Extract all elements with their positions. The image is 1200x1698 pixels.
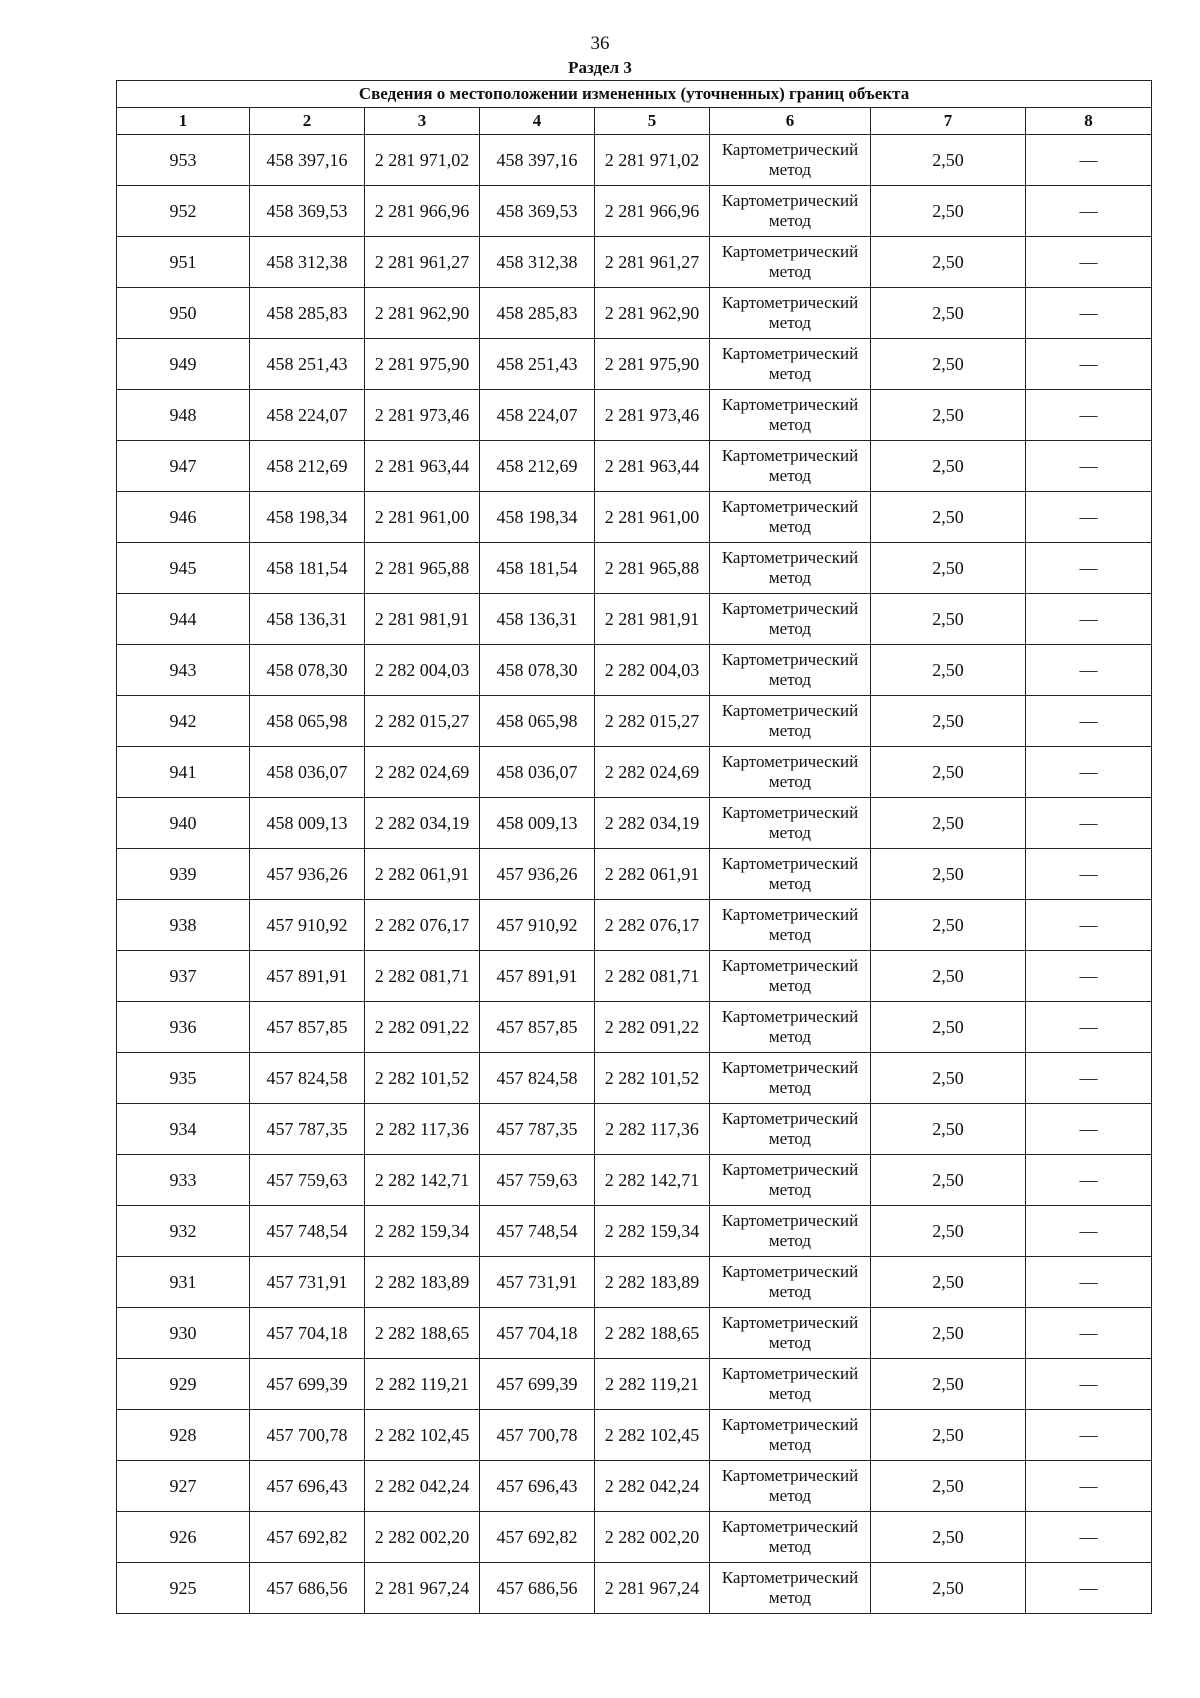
- method-cell: Картометрический метод: [710, 390, 871, 441]
- refined-x-cell: 458 369,53: [480, 186, 595, 237]
- accuracy-cell: 2,50: [871, 951, 1026, 1002]
- description-cell: —: [1026, 696, 1152, 747]
- refined-x-cell: 457 936,26: [480, 849, 595, 900]
- description-cell: —: [1026, 135, 1152, 186]
- accuracy-cell: 2,50: [871, 1410, 1026, 1461]
- description-cell: —: [1026, 441, 1152, 492]
- table-row: [117, 1002, 1152, 1053]
- method-cell: Картометрический метод: [710, 543, 871, 594]
- existing-y-cell: 2 282 081,71: [365, 951, 480, 1002]
- existing-y-cell: 2 281 965,88: [365, 543, 480, 594]
- method-cell: Картометрический метод: [710, 492, 871, 543]
- description-cell: —: [1026, 900, 1152, 951]
- table-row: [117, 1257, 1152, 1308]
- refined-x-cell: 458 136,31: [480, 594, 595, 645]
- refined-x-cell: 458 285,83: [480, 288, 595, 339]
- column-number: 6: [710, 108, 871, 135]
- refined-y-cell: 2 282 076,17: [595, 900, 710, 951]
- existing-x-cell: 457 700,78: [250, 1410, 365, 1461]
- table-body: [117, 135, 1152, 1614]
- column-number: 8: [1026, 108, 1152, 135]
- column-number: 1: [117, 108, 250, 135]
- accuracy-cell: 2,50: [871, 849, 1026, 900]
- point-number-cell: 941: [117, 747, 250, 798]
- accuracy-cell: 2,50: [871, 339, 1026, 390]
- table-row: [117, 390, 1152, 441]
- column-number: 7: [871, 108, 1026, 135]
- refined-y-cell: 2 282 101,52: [595, 1053, 710, 1104]
- existing-y-cell: 2 282 159,34: [365, 1206, 480, 1257]
- method-cell: Картометрический метод: [710, 1053, 871, 1104]
- table-row: [117, 1053, 1152, 1104]
- existing-y-cell: 2 282 061,91: [365, 849, 480, 900]
- table-row: [117, 1512, 1152, 1563]
- method-cell: Картометрический метод: [710, 1359, 871, 1410]
- refined-y-cell: 2 282 081,71: [595, 951, 710, 1002]
- existing-x-cell: 458 224,07: [250, 390, 365, 441]
- refined-y-cell: 2 282 061,91: [595, 849, 710, 900]
- existing-y-cell: 2 282 042,24: [365, 1461, 480, 1512]
- existing-y-cell: 2 281 967,24: [365, 1563, 480, 1614]
- method-cell: Картометрический метод: [710, 1104, 871, 1155]
- description-cell: —: [1026, 1359, 1152, 1410]
- refined-y-cell: 2 281 973,46: [595, 390, 710, 441]
- accuracy-cell: 2,50: [871, 1257, 1026, 1308]
- point-number-cell: 938: [117, 900, 250, 951]
- existing-y-cell: 2 281 962,90: [365, 288, 480, 339]
- refined-x-cell: 457 686,56: [480, 1563, 595, 1614]
- table-row: [117, 1410, 1152, 1461]
- table-row: [117, 1308, 1152, 1359]
- table-row: [117, 849, 1152, 900]
- existing-y-cell: 2 282 119,21: [365, 1359, 480, 1410]
- refined-x-cell: 458 009,13: [480, 798, 595, 849]
- existing-x-cell: 457 910,92: [250, 900, 365, 951]
- point-number-cell: 949: [117, 339, 250, 390]
- accuracy-cell: 2,50: [871, 594, 1026, 645]
- existing-x-cell: 457 696,43: [250, 1461, 365, 1512]
- refined-x-cell: 458 312,38: [480, 237, 595, 288]
- accuracy-cell: 2,50: [871, 288, 1026, 339]
- description-cell: —: [1026, 390, 1152, 441]
- existing-y-cell: 2 281 961,27: [365, 237, 480, 288]
- point-number-cell: 953: [117, 135, 250, 186]
- point-number-cell: 942: [117, 696, 250, 747]
- refined-y-cell: 2 281 961,00: [595, 492, 710, 543]
- refined-x-cell: 457 731,91: [480, 1257, 595, 1308]
- accuracy-cell: 2,50: [871, 441, 1026, 492]
- refined-x-cell: 457 700,78: [480, 1410, 595, 1461]
- method-cell: Картометрический метод: [710, 747, 871, 798]
- existing-x-cell: 457 731,91: [250, 1257, 365, 1308]
- table-row: [117, 543, 1152, 594]
- accuracy-cell: 2,50: [871, 645, 1026, 696]
- accuracy-cell: 2,50: [871, 1206, 1026, 1257]
- point-number-cell: 939: [117, 849, 250, 900]
- accuracy-cell: 2,50: [871, 798, 1026, 849]
- refined-y-cell: 2 281 967,24: [595, 1563, 710, 1614]
- page-number: 36: [590, 33, 610, 54]
- refined-y-cell: 2 281 961,27: [595, 237, 710, 288]
- accuracy-cell: 2,50: [871, 543, 1026, 594]
- table-row: [117, 237, 1152, 288]
- existing-x-cell: 458 397,16: [250, 135, 365, 186]
- refined-y-cell: 2 282 024,69: [595, 747, 710, 798]
- accuracy-cell: 2,50: [871, 492, 1026, 543]
- method-cell: Картометрический метод: [710, 339, 871, 390]
- description-cell: —: [1026, 237, 1152, 288]
- table-row: [117, 900, 1152, 951]
- refined-y-cell: 2 281 971,02: [595, 135, 710, 186]
- existing-y-cell: 2 282 002,20: [365, 1512, 480, 1563]
- method-cell: Картометрический метод: [710, 1308, 871, 1359]
- table-row: [117, 1563, 1152, 1614]
- refined-y-cell: 2 282 002,20: [595, 1512, 710, 1563]
- existing-y-cell: 2 281 973,46: [365, 390, 480, 441]
- method-cell: Картометрический метод: [710, 594, 871, 645]
- table-title: Сведения о местоположении измененных (уточненных) границ объекта: [117, 81, 1152, 108]
- column-number: 2: [250, 108, 365, 135]
- point-number-cell: 951: [117, 237, 250, 288]
- table-row: [117, 441, 1152, 492]
- table-row: [117, 798, 1152, 849]
- description-cell: —: [1026, 492, 1152, 543]
- description-cell: —: [1026, 849, 1152, 900]
- existing-x-cell: 458 181,54: [250, 543, 365, 594]
- existing-x-cell: 457 748,54: [250, 1206, 365, 1257]
- accuracy-cell: 2,50: [871, 747, 1026, 798]
- existing-y-cell: 2 282 076,17: [365, 900, 480, 951]
- refined-y-cell: 2 281 963,44: [595, 441, 710, 492]
- existing-y-cell: 2 282 101,52: [365, 1053, 480, 1104]
- refined-y-cell: 2 282 183,89: [595, 1257, 710, 1308]
- description-cell: —: [1026, 1053, 1152, 1104]
- refined-y-cell: 2 282 119,21: [595, 1359, 710, 1410]
- accuracy-cell: 2,50: [871, 237, 1026, 288]
- description-cell: —: [1026, 1563, 1152, 1614]
- point-number-cell: 933: [117, 1155, 250, 1206]
- existing-x-cell: 457 699,39: [250, 1359, 365, 1410]
- accuracy-cell: 2,50: [871, 1359, 1026, 1410]
- accuracy-cell: 2,50: [871, 1155, 1026, 1206]
- description-cell: —: [1026, 798, 1152, 849]
- refined-x-cell: 457 759,63: [480, 1155, 595, 1206]
- point-number-cell: 932: [117, 1206, 250, 1257]
- point-number-cell: 926: [117, 1512, 250, 1563]
- description-cell: —: [1026, 1002, 1152, 1053]
- refined-x-cell: 457 699,39: [480, 1359, 595, 1410]
- existing-y-cell: 2 281 963,44: [365, 441, 480, 492]
- point-number-cell: 934: [117, 1104, 250, 1155]
- point-number-cell: 929: [117, 1359, 250, 1410]
- existing-x-cell: 457 692,82: [250, 1512, 365, 1563]
- refined-y-cell: 2 282 117,36: [595, 1104, 710, 1155]
- description-cell: —: [1026, 1104, 1152, 1155]
- point-number-cell: 925: [117, 1563, 250, 1614]
- existing-x-cell: 458 198,34: [250, 492, 365, 543]
- existing-x-cell: 457 686,56: [250, 1563, 365, 1614]
- refined-y-cell: 2 282 188,65: [595, 1308, 710, 1359]
- table-row: [117, 339, 1152, 390]
- method-cell: Картометрический метод: [710, 237, 871, 288]
- refined-y-cell: 2 282 091,22: [595, 1002, 710, 1053]
- refined-x-cell: 457 704,18: [480, 1308, 595, 1359]
- point-number-cell: 944: [117, 594, 250, 645]
- point-number-cell: 943: [117, 645, 250, 696]
- refined-x-cell: 458 397,16: [480, 135, 595, 186]
- method-cell: Картометрический метод: [710, 135, 871, 186]
- method-cell: Картометрический метод: [710, 186, 871, 237]
- existing-y-cell: 2 282 142,71: [365, 1155, 480, 1206]
- existing-x-cell: 457 936,26: [250, 849, 365, 900]
- table-row: [117, 951, 1152, 1002]
- table-row: [117, 288, 1152, 339]
- column-number-row: [117, 108, 1152, 135]
- point-number-cell: 928: [117, 1410, 250, 1461]
- existing-y-cell: 2 282 183,89: [365, 1257, 480, 1308]
- existing-y-cell: 2 282 102,45: [365, 1410, 480, 1461]
- existing-y-cell: 2 282 024,69: [365, 747, 480, 798]
- method-cell: Картометрический метод: [710, 1155, 871, 1206]
- accuracy-cell: 2,50: [871, 135, 1026, 186]
- accuracy-cell: 2,50: [871, 1053, 1026, 1104]
- existing-x-cell: 458 212,69: [250, 441, 365, 492]
- existing-x-cell: 457 891,91: [250, 951, 365, 1002]
- refined-y-cell: 2 281 981,91: [595, 594, 710, 645]
- refined-y-cell: 2 281 965,88: [595, 543, 710, 594]
- description-cell: —: [1026, 543, 1152, 594]
- point-number-cell: 947: [117, 441, 250, 492]
- existing-y-cell: 2 281 961,00: [365, 492, 480, 543]
- table-row: [117, 1104, 1152, 1155]
- description-cell: —: [1026, 1155, 1152, 1206]
- method-cell: Картометрический метод: [710, 645, 871, 696]
- accuracy-cell: 2,50: [871, 1461, 1026, 1512]
- refined-x-cell: 458 224,07: [480, 390, 595, 441]
- existing-y-cell: 2 282 188,65: [365, 1308, 480, 1359]
- table-row: [117, 135, 1152, 186]
- description-cell: —: [1026, 1410, 1152, 1461]
- accuracy-cell: 2,50: [871, 1104, 1026, 1155]
- refined-x-cell: 458 198,34: [480, 492, 595, 543]
- refined-y-cell: 2 282 102,45: [595, 1410, 710, 1461]
- table-row: [117, 1206, 1152, 1257]
- existing-x-cell: 458 036,07: [250, 747, 365, 798]
- existing-x-cell: 458 065,98: [250, 696, 365, 747]
- description-cell: —: [1026, 186, 1152, 237]
- refined-x-cell: 457 824,58: [480, 1053, 595, 1104]
- table-row: [117, 645, 1152, 696]
- existing-x-cell: 457 824,58: [250, 1053, 365, 1104]
- accuracy-cell: 2,50: [871, 1512, 1026, 1563]
- refined-x-cell: 457 748,54: [480, 1206, 595, 1257]
- point-number-cell: 948: [117, 390, 250, 441]
- section-title: Раздел 3: [568, 58, 632, 77]
- refined-x-cell: 458 036,07: [480, 747, 595, 798]
- existing-y-cell: 2 282 091,22: [365, 1002, 480, 1053]
- table-row: [117, 696, 1152, 747]
- refined-y-cell: 2 282 034,19: [595, 798, 710, 849]
- method-cell: Картометрический метод: [710, 1563, 871, 1614]
- existing-x-cell: 458 312,38: [250, 237, 365, 288]
- accuracy-cell: 2,50: [871, 390, 1026, 441]
- existing-x-cell: 457 704,18: [250, 1308, 365, 1359]
- description-cell: —: [1026, 951, 1152, 1002]
- refined-y-cell: 2 282 042,24: [595, 1461, 710, 1512]
- description-cell: —: [1026, 594, 1152, 645]
- refined-x-cell: 457 787,35: [480, 1104, 595, 1155]
- table-row: [117, 186, 1152, 237]
- accuracy-cell: 2,50: [871, 1002, 1026, 1053]
- point-number-cell: 927: [117, 1461, 250, 1512]
- existing-y-cell: 2 282 004,03: [365, 645, 480, 696]
- table-row: [117, 492, 1152, 543]
- accuracy-cell: 2,50: [871, 1563, 1026, 1614]
- refined-x-cell: 457 857,85: [480, 1002, 595, 1053]
- existing-x-cell: 458 251,43: [250, 339, 365, 390]
- table-row: [117, 1359, 1152, 1410]
- method-cell: Картометрический метод: [710, 1461, 871, 1512]
- method-cell: Картометрический метод: [710, 798, 871, 849]
- method-cell: Картометрический метод: [710, 951, 871, 1002]
- refined-y-cell: 2 281 975,90: [595, 339, 710, 390]
- existing-y-cell: 2 281 975,90: [365, 339, 480, 390]
- accuracy-cell: 2,50: [871, 186, 1026, 237]
- refined-y-cell: 2 281 962,90: [595, 288, 710, 339]
- table-row: [117, 747, 1152, 798]
- method-cell: Картометрический метод: [710, 1257, 871, 1308]
- refined-y-cell: 2 281 966,96: [595, 186, 710, 237]
- existing-y-cell: 2 281 981,91: [365, 594, 480, 645]
- existing-y-cell: 2 281 971,02: [365, 135, 480, 186]
- existing-x-cell: 458 136,31: [250, 594, 365, 645]
- method-cell: Картометрический метод: [710, 1410, 871, 1461]
- point-number-cell: 950: [117, 288, 250, 339]
- existing-y-cell: 2 282 015,27: [365, 696, 480, 747]
- table-row: [117, 594, 1152, 645]
- point-number-cell: 940: [117, 798, 250, 849]
- accuracy-cell: 2,50: [871, 900, 1026, 951]
- column-number: 4: [480, 108, 595, 135]
- point-number-cell: 936: [117, 1002, 250, 1053]
- description-cell: —: [1026, 747, 1152, 798]
- refined-x-cell: 457 891,91: [480, 951, 595, 1002]
- description-cell: —: [1026, 1308, 1152, 1359]
- accuracy-cell: 2,50: [871, 1308, 1026, 1359]
- accuracy-cell: 2,50: [871, 696, 1026, 747]
- refined-y-cell: 2 282 142,71: [595, 1155, 710, 1206]
- description-cell: —: [1026, 1461, 1152, 1512]
- existing-y-cell: 2 282 034,19: [365, 798, 480, 849]
- existing-x-cell: 457 759,63: [250, 1155, 365, 1206]
- refined-x-cell: 458 251,43: [480, 339, 595, 390]
- refined-x-cell: 457 692,82: [480, 1512, 595, 1563]
- point-number-cell: 952: [117, 186, 250, 237]
- description-cell: —: [1026, 288, 1152, 339]
- column-number: 5: [595, 108, 710, 135]
- point-number-cell: 946: [117, 492, 250, 543]
- refined-y-cell: 2 282 159,34: [595, 1206, 710, 1257]
- method-cell: Картометрический метод: [710, 288, 871, 339]
- refined-y-cell: 2 282 004,03: [595, 645, 710, 696]
- refined-x-cell: 457 696,43: [480, 1461, 595, 1512]
- method-cell: Картометрический метод: [710, 441, 871, 492]
- existing-x-cell: 457 787,35: [250, 1104, 365, 1155]
- refined-x-cell: 457 910,92: [480, 900, 595, 951]
- method-cell: Картометрический метод: [710, 900, 871, 951]
- existing-y-cell: 2 282 117,36: [365, 1104, 480, 1155]
- point-number-cell: 937: [117, 951, 250, 1002]
- refined-x-cell: 458 212,69: [480, 441, 595, 492]
- refined-x-cell: 458 181,54: [480, 543, 595, 594]
- method-cell: Картометрический метод: [710, 1206, 871, 1257]
- existing-x-cell: 457 857,85: [250, 1002, 365, 1053]
- boundary-coordinates-table: [116, 80, 1152, 1614]
- existing-x-cell: 458 285,83: [250, 288, 365, 339]
- table-row: [117, 1461, 1152, 1512]
- method-cell: Картометрический метод: [710, 696, 871, 747]
- refined-x-cell: 458 065,98: [480, 696, 595, 747]
- refined-x-cell: 458 078,30: [480, 645, 595, 696]
- refined-y-cell: 2 282 015,27: [595, 696, 710, 747]
- description-cell: —: [1026, 1512, 1152, 1563]
- description-cell: —: [1026, 1206, 1152, 1257]
- existing-x-cell: 458 009,13: [250, 798, 365, 849]
- table-row: [117, 1155, 1152, 1206]
- description-cell: —: [1026, 339, 1152, 390]
- method-cell: Картометрический метод: [710, 849, 871, 900]
- point-number-cell: 930: [117, 1308, 250, 1359]
- description-cell: —: [1026, 1257, 1152, 1308]
- existing-x-cell: 458 078,30: [250, 645, 365, 696]
- method-cell: Картометрический метод: [710, 1002, 871, 1053]
- column-number: 3: [365, 108, 480, 135]
- point-number-cell: 931: [117, 1257, 250, 1308]
- point-number-cell: 945: [117, 543, 250, 594]
- point-number-cell: 935: [117, 1053, 250, 1104]
- description-cell: —: [1026, 645, 1152, 696]
- method-cell: Картометрический метод: [710, 1512, 871, 1563]
- existing-y-cell: 2 281 966,96: [365, 186, 480, 237]
- existing-x-cell: 458 369,53: [250, 186, 365, 237]
